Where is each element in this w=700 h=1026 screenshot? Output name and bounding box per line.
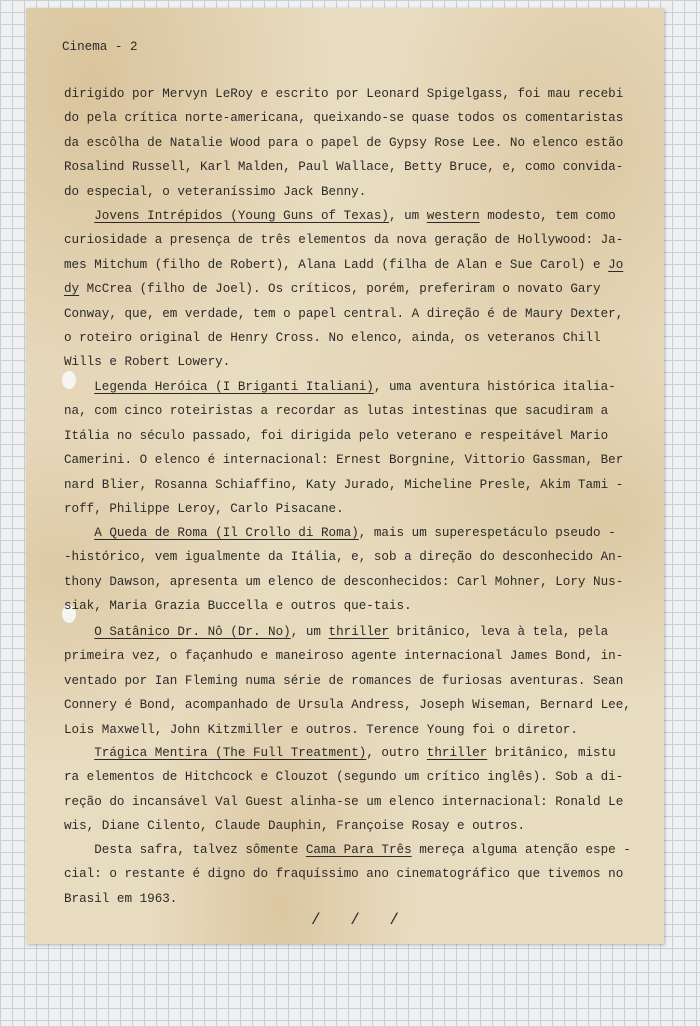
document-page: [26, 8, 664, 944]
text-line: [64, 521, 623, 545]
text-line: [64, 838, 631, 862]
text-line: [64, 545, 623, 569]
text-line: [64, 790, 623, 814]
underlined-title: Trágica Mentira (The Full Treatment): [94, 746, 367, 760]
text-line: [64, 180, 623, 204]
text-line: [64, 741, 623, 765]
text-line: [64, 131, 623, 155]
text-line: [64, 620, 631, 644]
text-segment: [64, 209, 94, 223]
text-segment: siak, Maria Grazia Buccella e outros que-tais.: [64, 599, 412, 614]
text-segment: cial: o restante é digno do fraquíssimo ano cinematográfico que tivemos no: [64, 867, 624, 882]
underlined-title: O Satânico Dr. Nô (Dr. No): [94, 625, 291, 639]
text-segment: Wills e Robert Lowery.: [64, 355, 231, 370]
underlined-title: A Queda de Roma (Il Crollo di Roma): [94, 526, 359, 540]
paragraph: [64, 521, 623, 619]
paragraph: [64, 838, 631, 911]
text-line: [64, 497, 623, 521]
text-segment: reção do incansável Val Guest alinha-se um elenco internacional: Ronald Le: [64, 794, 624, 809]
text-segment: wis, Diane Cilento, Claude Dauphin, Françoise Rosay e outros.: [64, 819, 526, 834]
text-segment: mereça alguma atenção espe -: [411, 843, 631, 857]
text-segment: Rosalind Russell, Karl Malden, Paul Wallace, Betty Bruce, e, como convida-: [64, 160, 624, 175]
text-line: [64, 326, 623, 350]
underlined-title: Legenda Heróica (I Briganti Italiani): [94, 380, 374, 394]
text-segment: roff, Philippe Leroy, Carlo Pisacane.: [64, 501, 344, 516]
text-segment: , um: [290, 625, 329, 639]
paragraph: [64, 82, 623, 204]
text-line: [64, 302, 623, 326]
text-segment: , outro: [366, 746, 427, 760]
paragraph: [64, 375, 623, 521]
underlined-title: dy: [64, 282, 80, 297]
text-segment: , um: [388, 209, 427, 223]
text-line: [64, 887, 631, 911]
underlined-title: Jovens Intrépidos (Young Guns of Texas): [94, 209, 389, 223]
text-segment: curiosidade a presença de três elementos da nova geração de Hollywood: Ja-: [64, 233, 624, 248]
text-line: [64, 448, 623, 472]
text-segment: McCrea (filho de Joel). Os críticos, porém, preferiram o novato Gary: [79, 282, 601, 297]
text-segment: Desta safra, talvez sômente: [64, 843, 306, 857]
text-segment: [64, 625, 94, 639]
text-segment: modesto, tem como: [479, 209, 616, 223]
text-line: [64, 106, 623, 130]
text-segment: dirigido por Mervyn LeRoy e escrito por Leonard Spigelgass, foi mau recebi: [64, 87, 624, 101]
text-line: [64, 765, 623, 789]
underlined-title: Cama Para Três: [305, 843, 412, 857]
text-line: [64, 82, 623, 106]
text-segment: Conway, que, em verdade, tem o papel central. A direção é de Maury Dexter,: [64, 306, 624, 321]
header-title: Cinema: [62, 40, 108, 54]
text-segment: Lois Maxwell, John Kitzmiller e outros. Terence Young foi o diretor.: [64, 722, 578, 737]
paragraph: [64, 204, 623, 375]
text-line: [64, 594, 623, 618]
text-segment: Itália no século passado, foi dirigida pelo veterano e respeitável Mario: [64, 428, 609, 443]
text-segment: do pela crítica norte-americana, queixando-se quase todos os comentaristas: [64, 111, 624, 126]
text-segment: britânico, mistu: [487, 746, 616, 760]
underlined-title: western: [426, 209, 480, 223]
text-line: [64, 862, 631, 886]
text-segment: Camerini. O elenco é internacional: Ernest Borgnine, Vittorio Gassman, Ber: [64, 453, 624, 468]
text-line: [64, 814, 623, 838]
text-segment: na, com cinco roteiristas a recordar as lutas intestinas que sacudiram a: [64, 404, 609, 419]
text-line: [64, 350, 623, 374]
text-line: [64, 277, 623, 301]
text-segment: Connery é Bond, acompanhado de Ursula Andress, Joseph Wiseman, Bernard Lee,: [64, 698, 631, 713]
text-line: [64, 644, 631, 668]
text-segment: ra elementos de Hitchcock e Clouzot (segundo um crítico inglês). Sob a di-: [64, 770, 624, 785]
text-segment: -histórico, vem igualmente da Itália, e, sob a direção do desconhecido An-: [64, 550, 624, 565]
underlined-title: Jo: [608, 257, 624, 272]
text-line: [64, 228, 623, 252]
text-segment: nard Blier, Rosanna Schiaffino, Katy Jurado, Micheline Presle, Akim Tami -: [64, 477, 624, 492]
text-line: [64, 570, 623, 594]
header-page-number: - 2: [114, 40, 138, 54]
text-segment: ventado por Ian Fleming numa série de romances de furiosas aventuras. Sean: [64, 673, 624, 688]
text-segment: thony Dawson, apresenta um elenco de desconhecidos: Carl Mohner, Lory Nus-: [64, 574, 624, 589]
text-segment: mes Mitchum (filho de Robert), Alana Ladd (filha de Alan e Sue Carol) e: [64, 257, 609, 272]
text-segment: [64, 746, 94, 760]
text-line: [64, 669, 631, 693]
paragraph: [64, 741, 623, 839]
text-segment: britânico, leva à tela, pela: [389, 625, 609, 639]
text-line: [64, 693, 631, 717]
text-line: [64, 204, 623, 228]
underlined-title: thriller: [328, 625, 389, 639]
text-line: [64, 155, 623, 179]
text-segment: [64, 526, 94, 540]
text-segment: , uma aventura histórica italia-: [373, 380, 616, 394]
text-segment: Brasil em 1963.: [64, 891, 178, 906]
text-line: [64, 424, 623, 448]
text-segment: do especial, o veteraníssimo Jack Benny.: [64, 184, 367, 199]
text-line: [64, 375, 623, 399]
text-segment: , mais um superespetáculo pseudo -: [358, 526, 616, 540]
paragraph: [64, 620, 631, 742]
text-segment: o roteiro original de Henry Cross. No elenco, ainda, os veteranos Chill: [64, 330, 601, 345]
text-line: [64, 399, 623, 423]
text-line: [64, 253, 623, 277]
text-segment: da escôlha de Natalie Wood para o papel de Gypsy Rose Lee. No elenco estão: [64, 135, 624, 150]
text-segment: [64, 380, 94, 394]
text-line: [64, 718, 631, 742]
end-marks: / / /: [311, 911, 410, 929]
underlined-title: thriller: [426, 746, 488, 760]
text-line: [64, 473, 623, 497]
page-header: [62, 40, 138, 54]
text-segment: primeira vez, o façanhudo e maneiroso agente internacional James Bond, in-: [64, 649, 624, 664]
